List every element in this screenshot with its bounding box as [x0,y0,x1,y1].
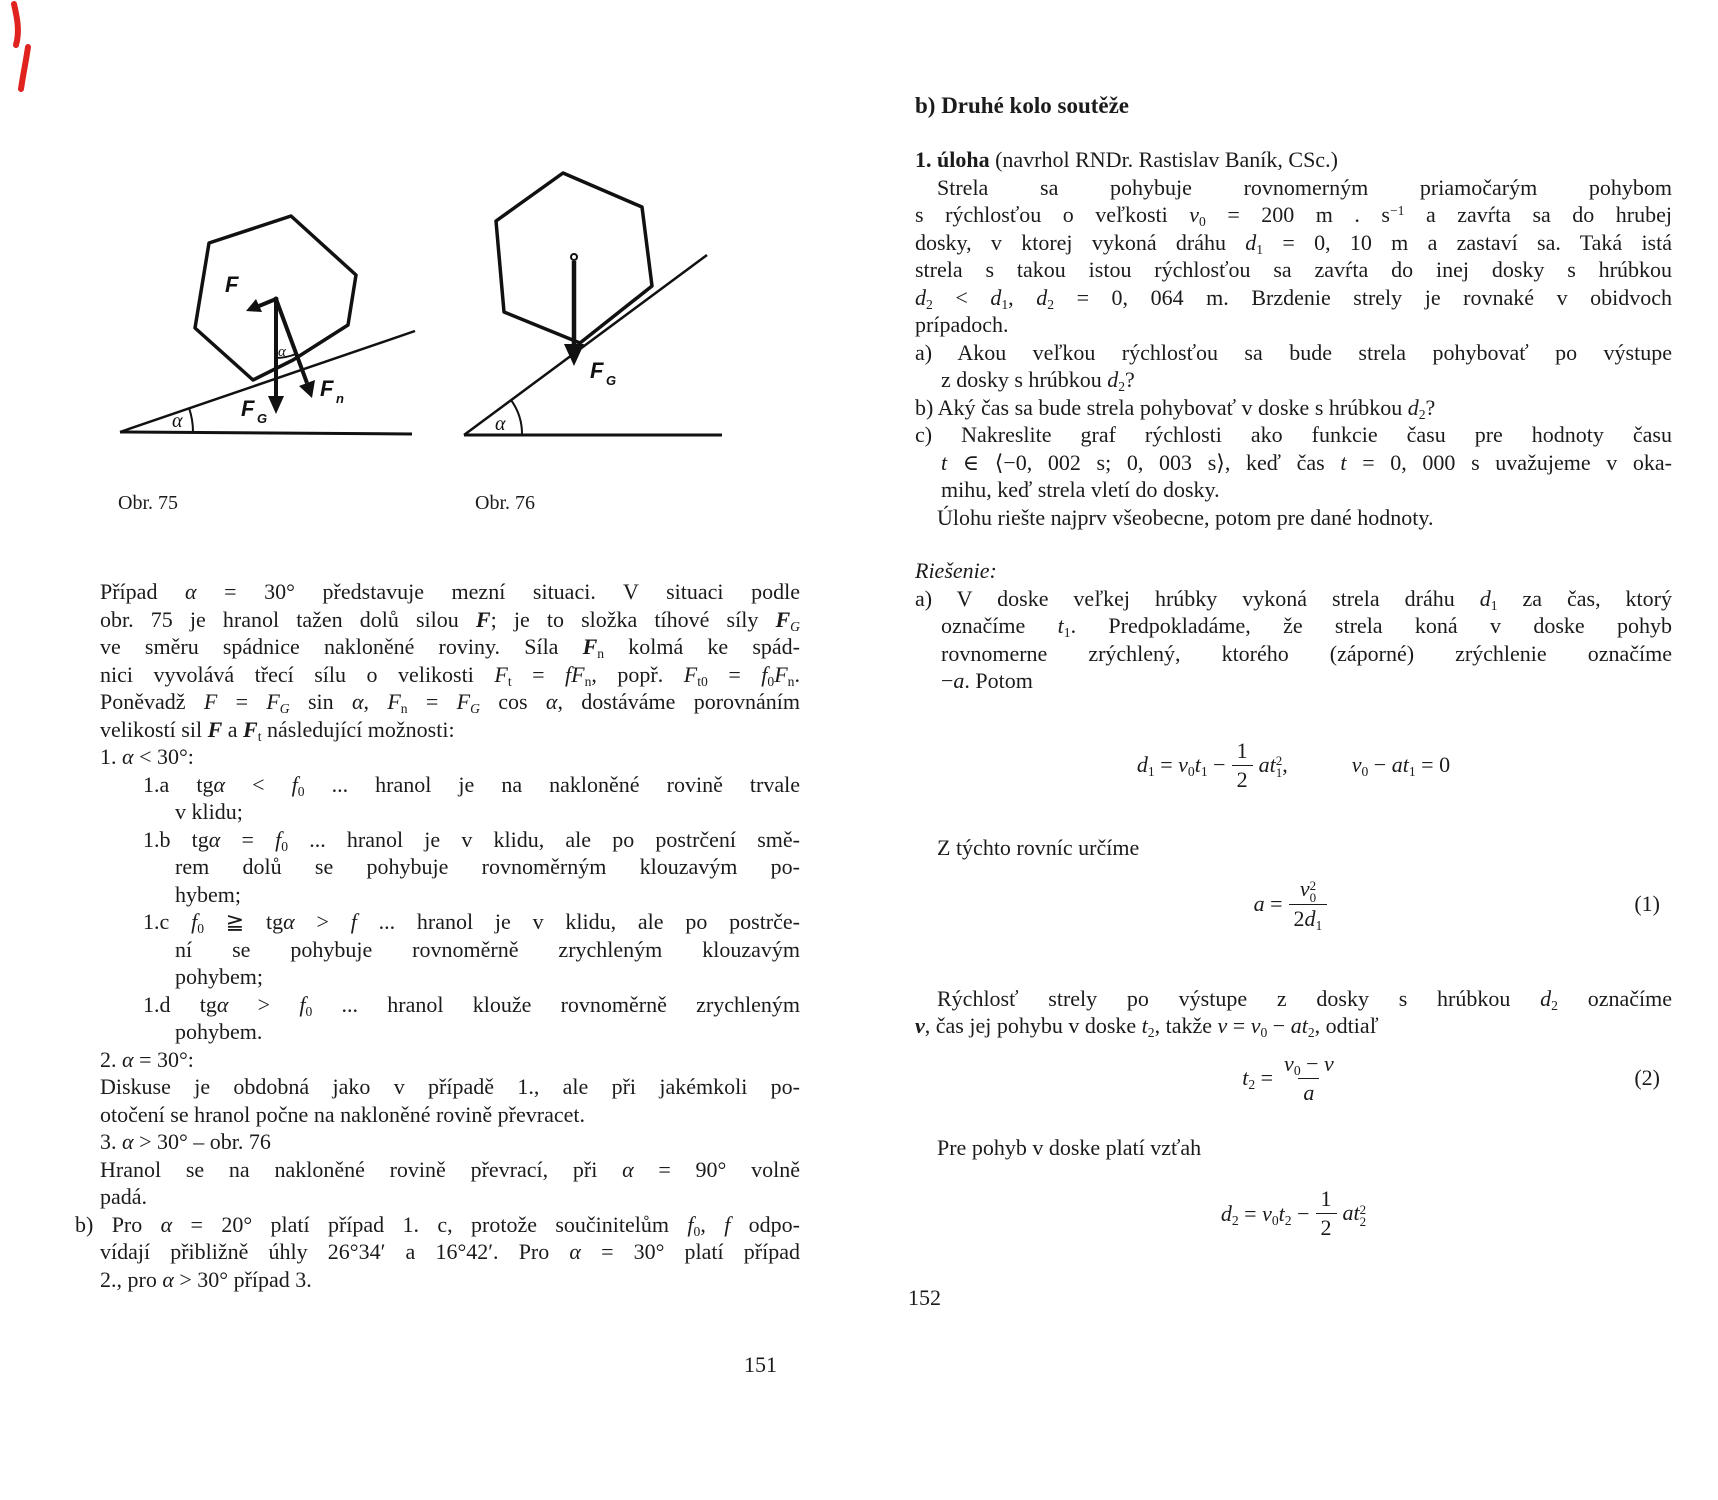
label-FG-sub: G [606,373,617,388]
incline-line [120,331,415,432]
equation-motion [915,737,1672,794]
page-number-left: 151 [744,1352,777,1377]
left-page-text [75,578,800,1293]
connecting-text [915,1134,1672,1162]
connecting-text [915,985,1672,1040]
inclined-plane-figure-75 [100,200,420,445]
pen-stroke [21,47,28,89]
text-line: 2. α = 30°: [100,1046,194,1072]
inclined-plane-figure-76 [440,150,730,450]
label-FG: F [590,358,604,383]
fraction [1289,875,1328,933]
label-alpha-small: α [278,344,286,360]
label-alpha-base: α [495,413,506,435]
label-F: F [225,272,239,297]
solution-paragraph [915,585,1672,695]
fraction [1316,1185,1337,1242]
text-line: rovnomerne zrýchlený, ktorého (záporné) zrýchlenie označíme [941,640,1672,666]
text-line: a) V doske veľkej hrúbky vykoná strela dráhu $d_1$ za čas, ktorý [915,585,1672,613]
text-line: 1.b $tg\alpha = f_0$ ... hranol je v klidu, ale po postrčení smě- [143,826,800,854]
label-alpha-base: α [172,410,183,432]
text-line: ní se pohybuje rovnoměrně zrychleným klouzavým [175,936,800,962]
numerator: 1 [1320,1186,1332,1212]
text-line: 2., pro α > 30° případ 3. [100,1266,312,1292]
text-line: $d_2 < d_1$, $d_2 = 0$, 064 m. Brzdenie strely je rovnaké v obidvoch [915,284,1672,312]
equation-number: (2) [1634,1065,1660,1091]
fraction [1279,1050,1339,1107]
text-line: 3. α > 30° – obr. 76 [100,1129,271,1154]
equation-acceleration [915,875,1672,933]
text-line: Diskuse je obdobná jako v případě 1., ale při jakémkoli po- [100,1074,800,1099]
text-line: otočení se hranol počne na nakloněné rovině převracet. [100,1101,586,1127]
angle-arc [189,408,193,432]
text-line: b) Pro α = 20° platí případ 1. c, protože součinitelům $f_0$, f odpo- [75,1211,801,1239]
denominator: a [1298,1078,1319,1107]
solution-heading: Riešenie: [915,558,997,583]
text-line: b) Aký čas sa bude strela pohybovať v doske s hrúbkou $d_2$? [915,394,1436,422]
center-point [571,254,577,260]
label-FG: F [241,396,255,421]
text-line: t ∈ ⟨−0, 002 s; 0, 003 s⟩, keď čas t = 0, 000 s uvažujeme v oka- [941,449,1672,475]
equation-term: at 2 1 , [1258,751,1288,781]
text-line: obr. 75 je hranol tažen dolů silou F; je to složka tíhové síly $F_G$ [100,606,800,634]
text-line: Pre pohyb v doske platí vzťah [937,1134,1202,1160]
text-line: dosky, v ktorej vykoná dráhu $d_1 = 0$, 10 m a zastaví sa. Taká istá [915,229,1673,257]
denominator: $2d_1$ [1289,904,1328,933]
text-line: 1. úloha (navrhol RNDr. Rastislav Baník, CSc.) [915,147,1338,172]
equation-term: $v_0 - at_1 = 0$ [1351,752,1451,779]
text-line: strela s takou istou rýchlosťou sa zavŕta do inej dosky s hrúbkou [915,257,1672,282]
equation-distance [915,1185,1672,1242]
section-heading: b) Druhé kolo soutěže [915,93,1130,118]
text-line: Z týchto rovníc určíme [937,834,1140,860]
text-line: Strela sa pohybuje rovnomerným priamočarým pohybom [937,174,1672,200]
text-line: v klidu; [175,799,243,824]
page-number-right: 152 [908,1285,941,1310]
text-line: pohybem. [175,1019,263,1044]
vector-F [259,299,276,306]
denominator: 2 [1316,1213,1337,1242]
text-line: pohybem; [175,964,263,989]
text-line: a) Akou veľkou rýchlosťou sa bude strela pohybovať po výstupe [915,339,1672,365]
text-line: 1.a $tg\alpha < f_0$ ... hranol je na nakloněné rovině trvale [143,771,800,799]
figure-caption-76: Obr. 76 [475,492,535,514]
text-line: Poněvadž $F = F_G$ sin α, $F_n = F_G$ cos α, dostáváme porovnáním [100,689,801,716]
connecting-text [915,834,1672,862]
equation-time [915,1050,1672,1107]
arrowhead [268,396,284,414]
red-pen-marks [0,0,45,100]
figure-caption-75: Obr. 75 [118,492,178,514]
label-Fn: F [320,376,334,401]
vector-Fn [276,299,307,383]
text-line: Případ α = 30° představuje mezní situaci. V situaci podle [100,579,800,604]
text-line: nici vyvolává třecí sílu o velikosti $F_t = fF_n$, popř. $F_{t0} = f_0F_n$. [100,661,800,689]
text-line: rem dolů se pohybuje rovnoměrným klouzavým po- [175,854,800,879]
fraction [1232,737,1253,794]
equation-term: a = [1253,890,1283,916]
text-line: velikostí sil F a $F_t$ následující možnosti: [100,716,455,744]
text-line: 1. α < 30°: [100,744,194,769]
text-line: 1.d $tg\alpha > f_0$ ... hranol klouže rovnoměrně zrychleným [143,991,800,1019]
pen-stroke [14,4,18,45]
text-line: vídají přibližně úhly 26°34′ a 16°42′. Pro α = 30° platí případ [100,1239,800,1264]
text-line: s rýchlosťou o veľkosti $v_0 = 200$ m . $s^{-1}$ a zavŕta sa do hrubej [915,202,1672,229]
text-line: ve směru spádnice nakloněné roviny. Síla $F_n$ kolmá ke spád- [100,634,801,661]
numerator: $v_0 - v$ [1284,1050,1334,1078]
text-line: padá. [100,1184,148,1209]
text-line: Úlohu riešte najprv všeobecne, potom pre dané hodnoty. [937,504,1434,530]
numerator: v 2 0 [1299,876,1317,905]
label-Fn-sub: n [336,391,344,406]
text-line: hybem; [175,881,241,907]
equation-term: $d_2 = v_0t_2$ − [1220,1200,1310,1228]
text-line: Rýchlosť strely po výstupe z dosky s hrúbkou $d_2$ označíme [937,985,1672,1013]
label-FG-sub: G [257,411,268,426]
denominator: 2 [1232,765,1253,794]
problem-statement [915,146,1672,531]
text-line: −a. Potom [941,668,1033,693]
text-line: prípadoch. [915,312,1009,337]
angle-arc [511,400,522,435]
text-line: z dosky s hrúbkou $d_2$? [941,367,1135,394]
right-page-text [915,92,1672,1242]
equation-term: at 2 2 [1342,1200,1367,1230]
text-line: c) Nakreslite graf rýchlosti ako funkcie času pre hodnoty času [915,422,1672,447]
text-line: 1.c $f_0$ ≧ tgα > f ... hranol je v klidu, ale po postrče- [143,909,800,936]
numerator: 1 [1236,737,1248,763]
ground-line [120,432,412,434]
text-line: v, čas jej pohybu v doske $t_2$, takže $v = v_0 - at_2$, odtiaľ [915,1013,1379,1041]
text-line: Hranol se na nakloněné rovině převrací, při α = 90° volně [100,1156,800,1182]
equation-term: $t_2$ = [1242,1065,1274,1093]
text-line: označíme $t_1$. Predpokladáme, že strela koná v doske pohyb [941,613,1672,640]
text-line: mihu, keď strela vletí do dosky. [941,477,1220,502]
equation-number: (1) [1634,890,1660,916]
equation-term: $d_1 = v_0t_1$ − [1136,752,1226,779]
arrowhead [564,344,584,366]
force-origin-point [274,297,279,302]
